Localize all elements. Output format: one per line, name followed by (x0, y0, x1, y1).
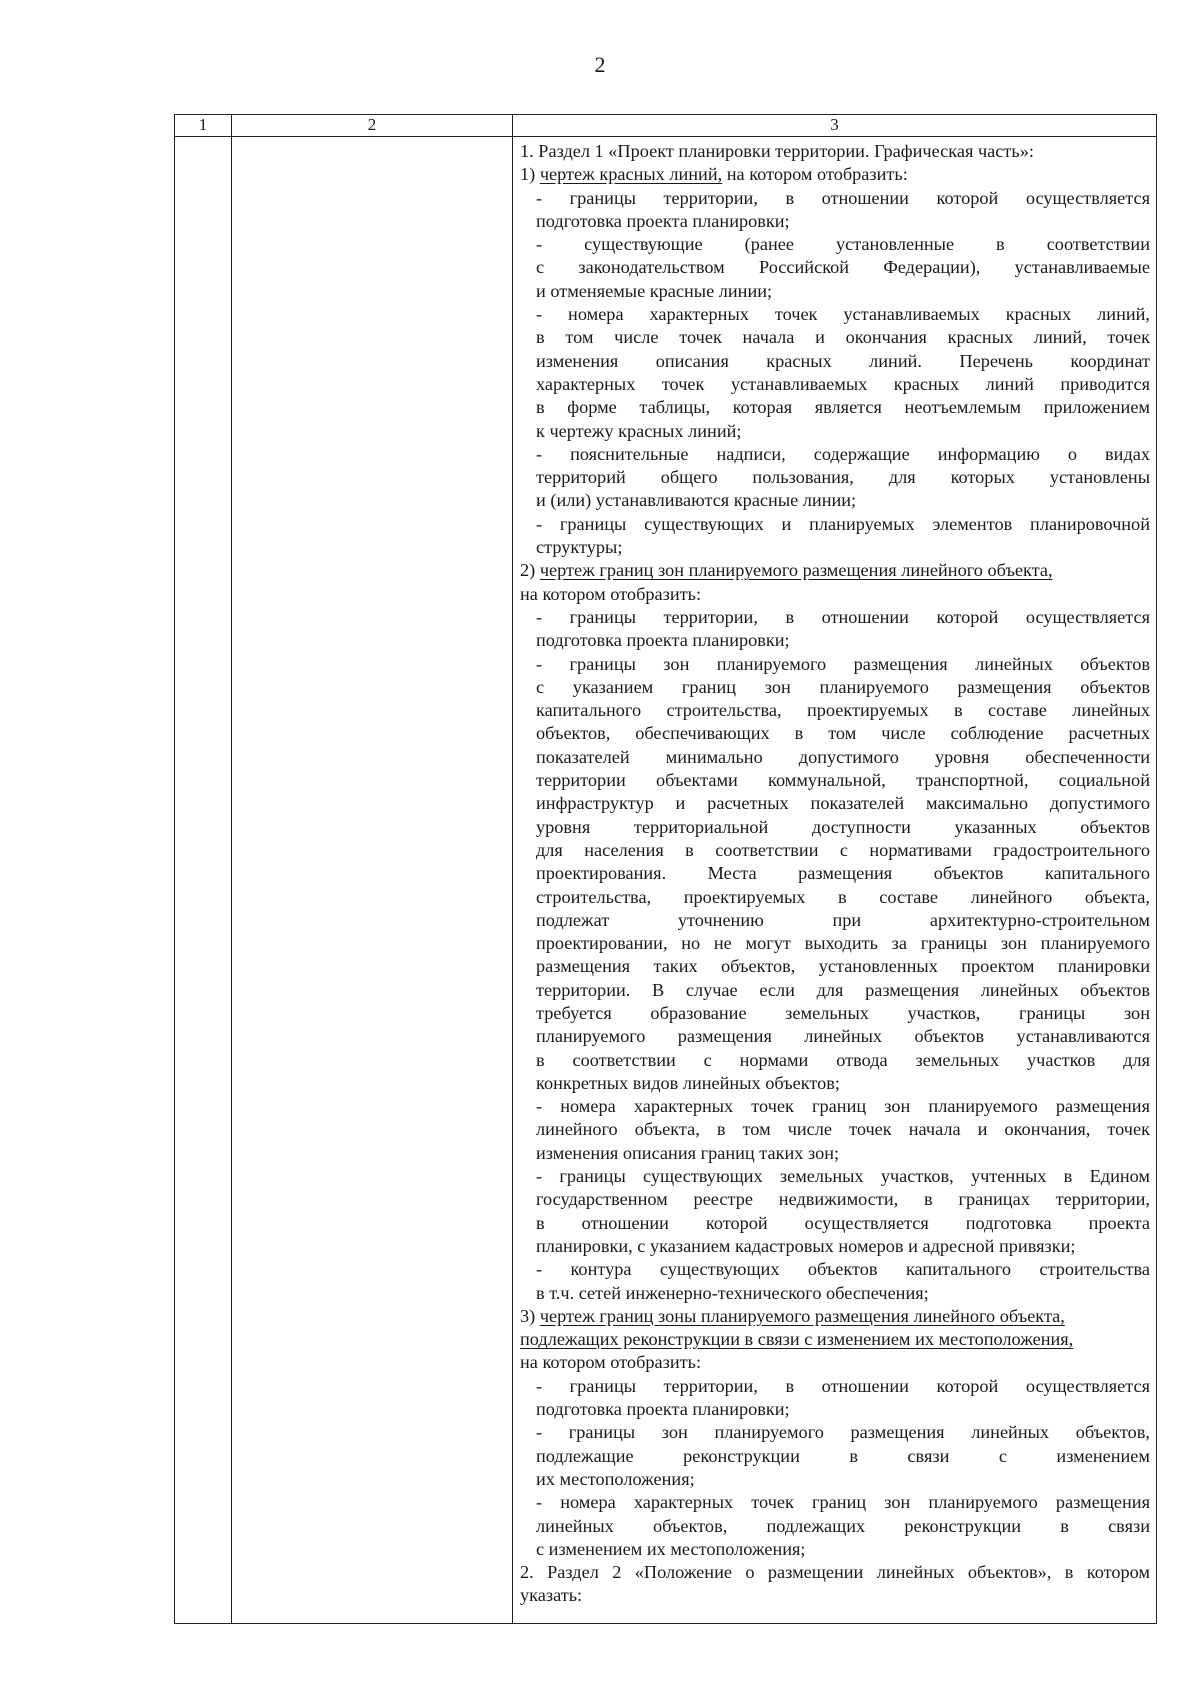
text-line: - номера характерных точек устанавливаемых красных линий, (536, 304, 1150, 325)
text-line: в т.ч. сетей инженерно-технического обеспечения; (536, 1282, 929, 1303)
item3-title-line2: подлежащих реконструкции в связи с изменением их местоположения, (520, 1329, 1074, 1350)
text-line: - пояснительные надписи, содержащие информацию о видах (536, 443, 1150, 464)
text-line: с изменением их местоположения; (536, 1538, 806, 1559)
text-line: планируемого размещения линейных объектов устанавливаются (536, 1026, 1150, 1047)
text-line: указать: (520, 1585, 583, 1606)
text-line: в соответствии с нормами отвода земельных участков для (536, 1049, 1150, 1070)
text-line: территории объектами коммунальной, транспортной, социальной (536, 770, 1150, 791)
bullet-item (536, 1165, 1150, 1258)
text-line: изменения описания границ таких зон; (536, 1142, 840, 1163)
text-line: - контура существующих объектов капитального строительства (536, 1259, 1150, 1280)
item2-suffix: на котором отобразить: (520, 583, 702, 604)
text-line: территорий общего пользования, для которых установлены (536, 467, 1150, 488)
item1-heading (520, 163, 1150, 186)
bullet-item (536, 303, 1150, 443)
text-line: их местоположения; (536, 1468, 695, 1489)
text-line: подготовка проекта планировки; (536, 210, 790, 231)
text-line: структуры; (536, 537, 623, 558)
text-line: размещения таких объектов, установленных проектом планировки (536, 956, 1150, 977)
text-line: конкретных видов линейных объектов; (536, 1072, 840, 1093)
text-line: планировки, с указанием кадастровых номеров и адресной привязки; (536, 1235, 1076, 1256)
item2-heading (520, 559, 1150, 582)
header-col-2: 2 (232, 115, 513, 137)
requirements-text (513, 137, 1156, 1608)
bullet-item (536, 233, 1150, 303)
text-line: - номера характерных точек границ зон планируемого размещения (536, 1492, 1150, 1513)
text-line: - границы территории, в отношении которой осуществляется (536, 606, 1150, 627)
bullet-item (536, 1421, 1150, 1491)
text-line: в том числе точек начала и окончания красных линий, точек (536, 327, 1150, 348)
page-number: 2 (594, 52, 606, 77)
text-line: требуется образование земельных участков, границы зон (536, 1002, 1150, 1023)
text-line: объектов, обеспечивающих в том числе соблюдение расчетных (536, 723, 1150, 744)
text-line: изменения описания красных линий. Перечень координат (536, 350, 1150, 371)
text-line: подлежащие реконструкции в связи с изменением (536, 1445, 1150, 1466)
text-line: подготовка проекта планировки; (536, 630, 790, 651)
text-line: - границы территории, в отношении которой осуществляется (536, 187, 1150, 208)
text-line: строительства, проектируемых в составе линейного объекта, (536, 886, 1150, 907)
header-col-1: 1 (175, 115, 232, 137)
bullet-item (536, 1375, 1150, 1422)
cell-col-1 (175, 137, 232, 1624)
text-line: инфраструктур и расчетных показателей максимально допустимого (536, 793, 1150, 814)
text-line: капитального строительства, проектируемых в составе линейных (536, 700, 1150, 721)
text-line: проектировании, но не могут выходить за границы зон планируемого (536, 933, 1150, 954)
text-line: - границы зон планируемого размещения линейных объектов (536, 653, 1150, 674)
text-line: 2. Раздел 2 «Положение о размещении линейных объектов», в котором (520, 1562, 1150, 1583)
table-header-row (175, 115, 1157, 137)
text-line: территории. В случае если для размещения линейных объектов (536, 979, 1150, 1000)
bullet-item (536, 653, 1150, 1096)
bullet-item (536, 513, 1150, 560)
text-line: подлежат уточнению при архитектурно-строительном (536, 909, 1150, 930)
bullet-item (536, 1258, 1150, 1305)
item3-number: 3) (520, 1305, 536, 1326)
cell-col-2 (232, 137, 513, 1624)
bullet-item (536, 1491, 1150, 1561)
item1-title: чертеж красных линий, (539, 164, 723, 185)
text-line: - границы существующих земельных участков, учтенных в Едином (536, 1166, 1150, 1187)
text-line: и отменяемые красные линии; (536, 280, 773, 301)
text-line: линейного объекта, в том числе точек начала и окончания, точек (536, 1119, 1150, 1140)
text-line: - границы существующих и планируемых элементов планировочной (536, 513, 1150, 534)
section2-block (520, 1561, 1150, 1608)
bullet-item (536, 443, 1150, 513)
bullet-item (536, 606, 1150, 653)
text-line: подготовка проекта планировки; (536, 1399, 790, 1420)
text-line: с законодательством Российской Федерации), устанавливаемые (536, 257, 1150, 278)
requirements-table (174, 114, 1157, 1624)
text-line: уровня территориальной доступности указанных объектов (536, 816, 1150, 837)
text-line: в форме таблицы, которая является неотъемлемым приложением (536, 397, 1150, 418)
item1-suffix: на котором отобразить: (726, 164, 908, 185)
item1-bullets (536, 187, 1150, 560)
text-line: линейных объектов, подлежащих реконструкции в связи (536, 1515, 1150, 1536)
text-line: для населения в соответствии с нормативами градостроительного (536, 839, 1150, 860)
cell-col-3 (513, 137, 1157, 1624)
item2-number: 2) (520, 560, 536, 581)
bullet-item (536, 1095, 1150, 1165)
text-line: показателей минимально допустимого уровня обеспеченности (536, 746, 1150, 767)
item2-bullets (536, 606, 1150, 1305)
text-line: характерных точек устанавливаемых красных линий приводится (536, 373, 1150, 394)
item1-number: 1) (520, 164, 536, 185)
text-line: проектирования. Места размещения объектов капитального (536, 863, 1150, 884)
text-line: и (или) устанавливаются красные линии; (536, 490, 857, 511)
item3-bullets (536, 1375, 1150, 1561)
text-line: - границы территории, в отношении которой осуществляется (536, 1375, 1150, 1396)
text-line: к чертежу красных линий; (536, 420, 742, 441)
table-body-row (175, 137, 1157, 1624)
section1-heading: 1. Раздел 1 «Проект планировки территории. Графическая часть»: (520, 141, 1034, 161)
item3-title-line1: чертеж границ зоны планируемого размещения линейного объекта, (539, 1305, 1065, 1326)
header-col-3: 3 (513, 115, 1157, 137)
text-line: - номера характерных точек границ зон планируемого размещения (536, 1096, 1150, 1117)
item3-suffix: на котором отобразить: (520, 1352, 702, 1373)
text-line: в отношении которой осуществляется подготовка проекта (536, 1212, 1150, 1233)
text-line: государственном реестре недвижимости, в границах территории, (536, 1189, 1150, 1210)
text-line: - границы зон планируемого размещения линейных объектов, (536, 1422, 1150, 1443)
bullet-item (536, 187, 1150, 234)
text-line: - существующие (ранее установленные в соответствии (536, 234, 1150, 255)
item3-heading (520, 1305, 1150, 1328)
item2-title: чертеж границ зон планируемого размещения линейного объекта, (539, 560, 1053, 581)
text-line: с указанием границ зон планируемого размещения объектов (536, 676, 1150, 697)
